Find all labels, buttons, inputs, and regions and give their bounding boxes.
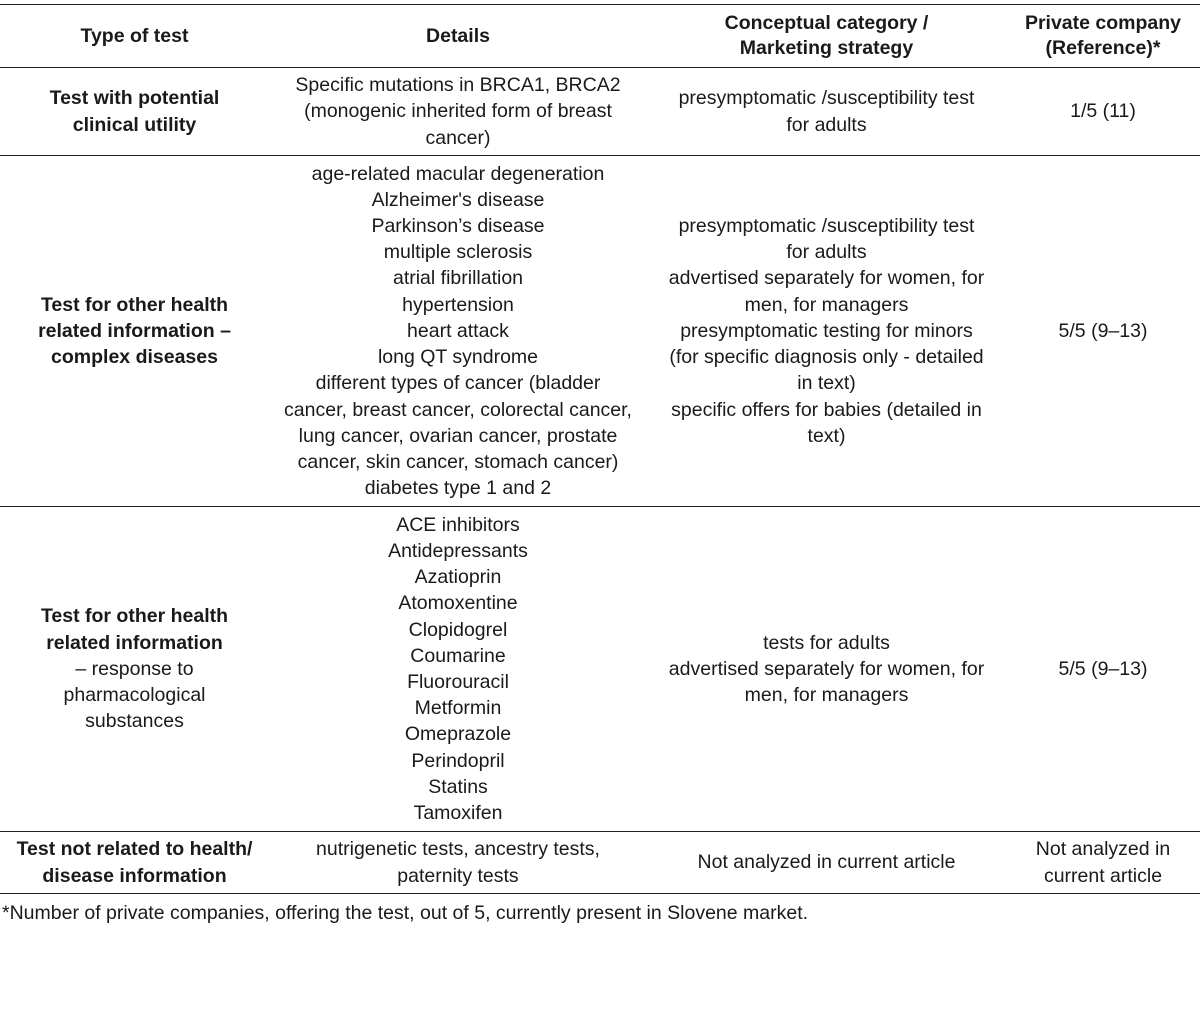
table-row [0, 156, 1200, 507]
table-row [0, 832, 1200, 894]
conceptual-category-cell: presymptomatic /susceptibility test for adults [678, 87, 975, 136]
details-cell: nutrigenetic tests, ancestry tests, paternity tests [316, 838, 600, 887]
type-of-test-cell: Test for other health related information – complex diseases [38, 293, 231, 369]
private-company-cell: 1/5 (11) [1070, 100, 1136, 123]
private-company-cell: Not analyzed in current article [1035, 838, 1171, 887]
type-of-test-cell: Test for other health related information – response to pharmacological substances [40, 605, 229, 733]
table-header [0, 5, 1200, 68]
conceptual-category-cell: tests for adults advertised separately for women, for men, for managers [668, 631, 985, 707]
type-of-test-cell: Test not related to health/ disease information [16, 838, 253, 887]
table-row [0, 507, 1200, 832]
conceptual-category-cell: Not analyzed in current article [697, 851, 956, 874]
header-private-company: Private company (Reference)* [1006, 5, 1200, 68]
conceptual-category-cell: presymptomatic /susceptibility test for adults advertised separately for women, for men, for managers presymptomatic testing for minors (for specific diagnosis only - detailed in text) specific offers for babies (detailed in text) [668, 215, 985, 447]
type-of-test-cell: Test with potential clinical utility [49, 87, 220, 136]
details-cell: Specific mutations in BRCA1, BRCA2 (monogenic inherited form of breast cancer) [295, 74, 621, 149]
genetic-tests-table [0, 4, 1200, 894]
private-company-cell: 5/5 (9–13) [1058, 319, 1148, 342]
details-cell: age-related macular degeneration Alzheimer's disease Parkinson’s disease multiple sclerosis atrial fibrillation hypertension heart attack long QT syndrome different types of cancer (bladder cancer, breast cancer, colorectal cancer, lung cancer, ovarian cancer, prostate cancer, skin cancer, stomach cancer) diabetes type 1 and 2 [284, 162, 632, 500]
private-company-cell: 5/5 (9–13) [1058, 657, 1148, 680]
header-conceptual-category: Conceptual category / Marketing strategy [647, 5, 1006, 68]
header-details: Details [269, 5, 647, 68]
details-cell: ACE inhibitors Antidepressants Azatioprin Atomoxentine Clopidogrel Coumarine Fluorouracil Metformin Omeprazole Perindopril Statins Tamoxifen [388, 513, 528, 825]
table-footnote: *Number of private companies, offering the test, out of 5, currently present in Slovene market. [2, 902, 809, 924]
header-type-of-test: Type of test [0, 5, 269, 68]
table-row [0, 68, 1200, 156]
header-row [0, 5, 1200, 68]
